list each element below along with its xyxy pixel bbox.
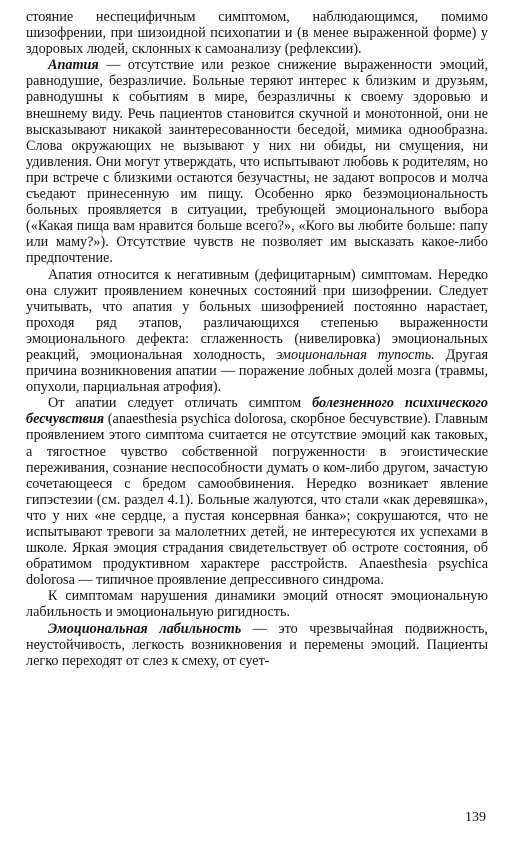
paragraph-apathy-negative-symptom <box>26 267 488 396</box>
page-body <box>26 9 488 669</box>
italic-phrase: эмоциональная тупость. <box>276 346 435 363</box>
text-run: Апатия относится к негативным (дефицитарным) симптомам. Нередко она служит проявлением конечных состояний при шизофрении. Следует учитывать, что апатия у больных шизофренией постоянно нарастает, проходя ряд этапов, различающихся степенью выраженности эмоционального дефекта: сглаженность (нивелировка) эмоциональных реакций, эмоциональная холодность, <box>26 266 488 363</box>
paragraph-continuation <box>26 9 488 57</box>
text-run: — отсутствие или резкое снижение выраженности эмоций, равнодушие, безразличие. Больные теряют интерес к близким и друзьям, равнодушны к событиям в мире, безразличны к своему здоровью и внешнему виду. Речь пациентов становится скучной и монотонной, они не высказывают никакой заинтересованности беседой, мимика однообразна. Слова окружающих не вызывают у них ни обиды, ни смущения, ни удивления. Они могут утверждать, что испытывают любовь к родителям, но при встрече с близкими остаются безучастны, не задают вопросов и молча съедают принесенную им пищу. Особенно ярко безэмоциональность больных проявляется в ситуации, требующей эмоционального выбора («Какая пища вам нравится больше всего?», «Кого вы любите больше: папу или маму?»). Отсутствие чувств не позволяет им высказать какое-либо предпочтение. <box>26 57 488 267</box>
text-run: стояние неспецифичным симптомом, наблюдающимся, помимо шизофрении, при шизоидной психопатии и (в менее выраженной форме) у здоровых людей, склонных к самоанализу (рефлексии). <box>26 9 488 58</box>
page-number: 139 <box>465 810 486 825</box>
text-run: Другая причина возникновения апатии — поражение лобных долей мозга (травмы, опухоли, парциальная атрофия). <box>26 346 488 396</box>
term-highlight: Эмоциональная лабильность <box>48 620 242 637</box>
paragraph-psychic-anaesthesia <box>26 395 488 588</box>
text-run: (anaesthesia psychica dolorosa, скорбное бесчувствие). Главным проявлением этого симптома считается не отсутствие эмоций как таковых, а тягостное чувство собственной погруженности в эгоистические переживания, сознание неспособности думать о ком-либо другом, зачастую сочетающееся с бредом самообвинения. Нередко возникает явление гипэстезии (см. раздел 4.1). Больные жалуются, что стали «как деревяшка», что у них «не сердце, а пустая консервная банка»; сокрушаются, что не испытывают тревоги за малолетних детей, не интересуются их успехами в школе. Яркая эмоция страдания свидетельствует об остроте состояния, об обратимом продуктивном характере расстройств. Anaesthesia psychica dolorosa — типичное проявление депрессивного синдрома. <box>26 411 488 589</box>
paragraph-emotion-dynamics <box>26 588 488 620</box>
text-run: К симптомам нарушения динамики эмоций относят эмоциональную лабильность и эмоциональную ригидность. <box>26 588 488 621</box>
term-highlight: болезненного психического бесчувствия <box>26 395 488 428</box>
paragraph-apathy <box>26 57 488 266</box>
paragraph-emotional-lability <box>26 621 488 669</box>
text-run: От апатии следует отличать симптом <box>48 395 313 412</box>
text-run: — это чрезвычайная подвижность, неустойчивость, легкость возникновения и перемены эмоций. Пациенты легко переходят от слез к смеху, от сует- <box>26 620 488 669</box>
term-highlight: Апатия <box>48 57 99 74</box>
